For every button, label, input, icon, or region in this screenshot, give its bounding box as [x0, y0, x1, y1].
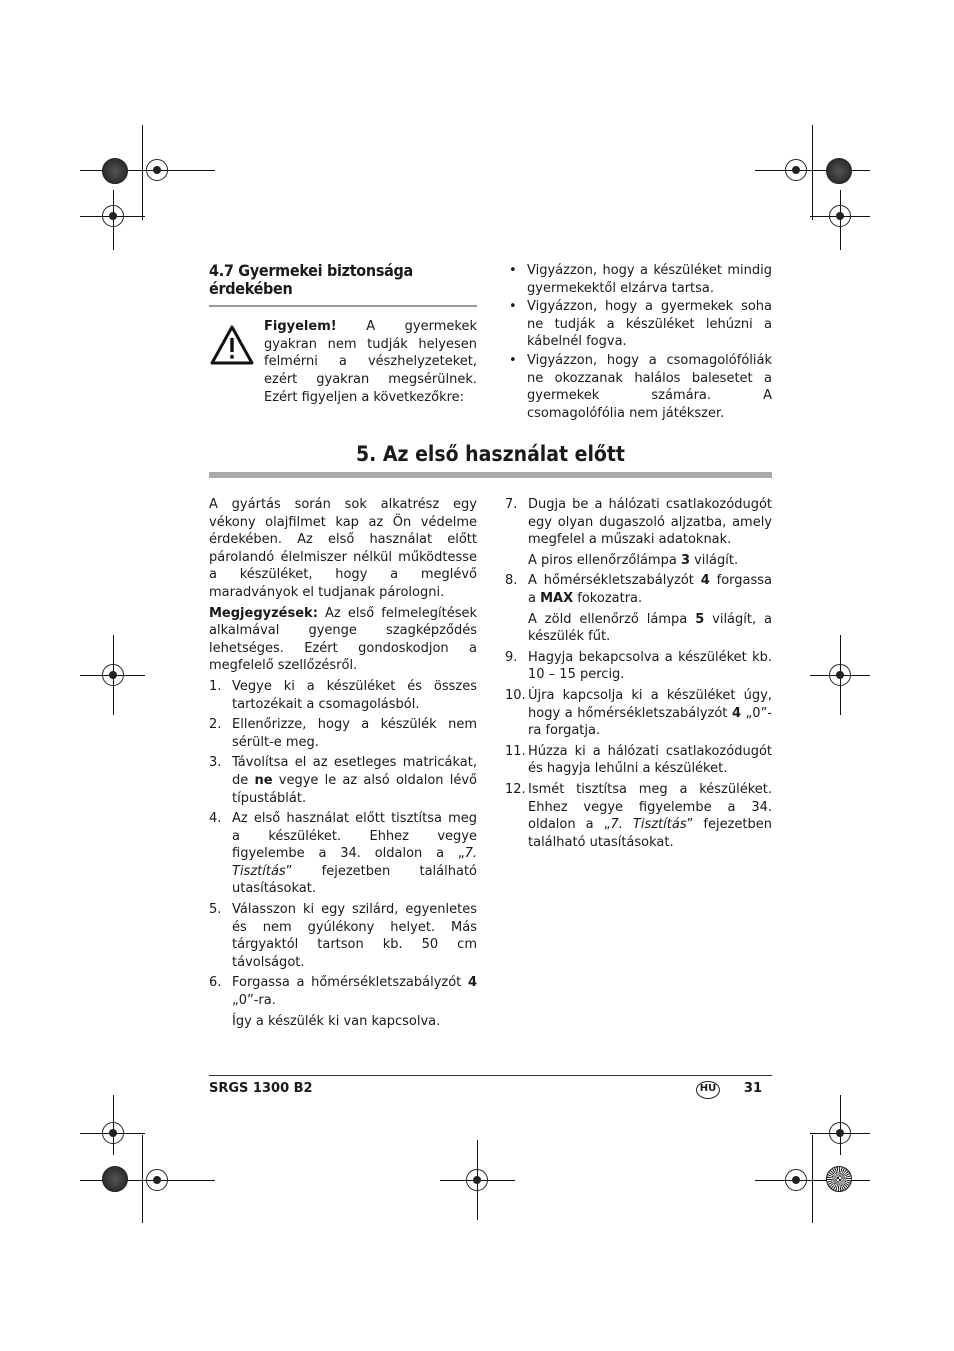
list-item: • Vigyázzon, hogy a gyermekek soha ne tudják a készüléket lehúzni a kábelnél fogva. [509, 299, 772, 350]
warning-block [209, 318, 477, 406]
list-item: 5. Válasszon ki egy szilárd, egyenletes és nem gyúlékony helyet. Más tárgyaktól tartson kb. 50 cm távolságot. [209, 902, 477, 970]
color-target-icon [102, 158, 128, 184]
step-note: A piros ellenőrzőlámpa 3 világít. [528, 552, 739, 568]
step-note: A zöld ellenőrző lámpa 5 világít, a készülék fűt. [528, 611, 772, 645]
list-item: 2. Ellenőrizze, hogy a készülék nem sérült-e meg. [209, 717, 477, 750]
list-item: 12. Ismét tisztítsa meg a készüléket. Ehhez vegye figyelembe a 34. oldalon a „7. Tisztítás” fejezetben található utasításokat. [505, 781, 772, 850]
list-item: • Vigyázzon, hogy a készüléket mindig gyermekektől elzárva tartsa. [509, 263, 772, 296]
section-5-right [505, 496, 772, 854]
warning-label: Figyelem! [264, 319, 337, 335]
registration-mark-icon [785, 159, 807, 181]
intro-paragraph: A gyártás során sok alkatrész egy vékony olajfilmet kap az Ön védelme érdekében. Az első használat előtt párolandó élelmiszer nélkül működtesse a készüléket, hogy a meglévő maradványok el tudjanak párologni. [209, 497, 477, 600]
registration-mark-icon [829, 664, 851, 686]
list-item: 10. Újra kapcsolja ki a készüléket úgy, hogy a hőmérsékletszabályzót 4 „0”-ra forgatja. [505, 687, 772, 739]
warning-body: A gyermekek gyakran nem tudják helyesen felmérni a vészhelyzeteket, ezért gyakran megsérülnek. Ezért figyeljen a következőkre: [264, 319, 477, 405]
section-title: 4.7 Gyermekei biztonsága érdekében [209, 261, 413, 298]
registration-mark-icon [829, 205, 851, 227]
list-item: 1. Vegye ki a készüléket és összes tartozékait a csomagolásból. [209, 678, 477, 712]
section-5-left [209, 496, 477, 1033]
list-item: 9. Hagyja bekapcsolva a készüléket kb. 10 – 15 percig. [505, 649, 772, 683]
note-paragraph: Megjegyzések: Az első felmelegítések alkalmával gyenge szagképződés lehetséges. Ezért gondoskodjon a megfelelő szellőzésről. [209, 605, 477, 674]
color-target-icon [826, 1166, 852, 1192]
note-label: Megjegyzések: [209, 605, 318, 621]
registration-mark-icon [102, 664, 124, 686]
list-item: 4. Az első használat előtt tisztítsa meg a készüléket. Ehhez vegye figyelembe a 34. oldalon a „7. Tisztítás” fejezetben található utasításokat. [209, 811, 477, 897]
section-divider [209, 305, 477, 307]
list-item: • Vigyázzon, hogy a csomagolófóliák ne okozzanak halálos balesetet a gyermekek számára. A csomagolófólia nem játékszer. [509, 352, 772, 421]
list-item: 7. Dugja be a hálózati csatlakozódugót egy olyan dugaszoló aljzatba, amely megfelel a műszaki adatoknak. A piros ellenőrzőlámpa 3 világít. [505, 497, 772, 568]
color-target-icon [102, 1166, 128, 1192]
model-number: SRGS 1300 B2 [209, 1081, 313, 1096]
title-divider [209, 472, 772, 478]
warning-text [264, 318, 477, 406]
step-note: Így a készülék ki van kapcsolva. [232, 1013, 441, 1029]
page-footer [209, 1075, 772, 1104]
registration-mark-icon [785, 1169, 807, 1191]
registration-mark-icon [102, 1122, 124, 1144]
page-number: 31 [743, 1081, 762, 1096]
registration-mark-icon [466, 1169, 488, 1191]
color-target-icon [826, 158, 852, 184]
section-5-header [209, 442, 772, 478]
list-item: 8. A hőmérsékletszabályzót 4 forgassa a MAX fokozatra. A zöld ellenőrző lámpa 5 világít, a készülék fűt. [505, 573, 772, 645]
warning-triangle-icon [209, 324, 255, 366]
section-4-7-bullets [507, 262, 772, 423]
language-badge: HU [696, 1081, 720, 1099]
section-4-7-left [209, 262, 477, 406]
registration-mark-icon [829, 1122, 851, 1144]
list-item: 3. Távolítsa el az esetleges matricákat, de ne vegye le az alsó oldalon lévő típustáblát. [209, 755, 477, 806]
registration-mark-icon [146, 159, 168, 181]
registration-mark-icon [146, 1169, 168, 1191]
page-title: 5. Az első használat előtt [356, 442, 625, 466]
list-item: 11. Húzza ki a hálózati csatlakozódugót és hagyja lehűlni a készüléket. [505, 743, 772, 777]
registration-mark-icon [102, 205, 124, 227]
list-item: 6. Forgassa a hőmérsékletszabályzót 4 „0”-ra. Így a készülék ki van kapcsolva. [209, 975, 477, 1029]
